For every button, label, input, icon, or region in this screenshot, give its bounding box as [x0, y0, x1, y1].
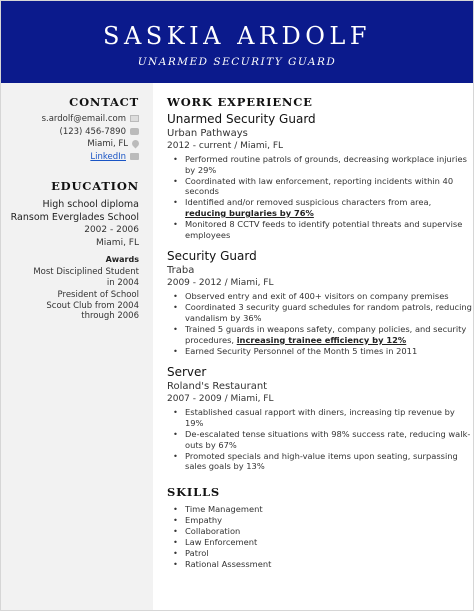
bullet-item: • Coordinated with law enforcement, reporting incidents within 40 seconds — [167, 176, 473, 197]
location-text: Miami, FL — [87, 139, 128, 149]
job-company: Urban Pathways — [167, 128, 248, 139]
job-title: Security Guard — [167, 249, 257, 264]
left-sidebar — [1, 83, 153, 610]
job-entry — [153, 112, 473, 240]
linkedin-icon — [130, 153, 139, 160]
phone-icon — [130, 128, 139, 135]
email-text: s.ardolf@email.com — [41, 114, 126, 124]
bullet-item: • Promoted specials and high-value items upon seating, surpassing sales goals by 13% — [167, 451, 473, 472]
job-meta: 2009 - 2012 / Miami, FL — [167, 278, 274, 289]
award-item: Most Disciplined Student in 2004 — [33, 267, 139, 288]
contact-phone — [1, 126, 153, 139]
education-dates: 2002 - 2006 — [84, 225, 139, 235]
skills-title: SKILLS — [167, 484, 220, 499]
job-bullets — [167, 407, 473, 472]
bullet-item — [167, 197, 473, 218]
skill-item: • Empathy — [167, 515, 473, 526]
bullet-item: • De-escalated tense situations with 98% success rate, reducing walk-outs by 67% — [167, 429, 473, 450]
awards-title: Awards — [105, 255, 139, 264]
job-meta: 2007 - 2009 / Miami, FL — [167, 394, 274, 405]
bullet-text: Identified and/or removed suspicious characters from area, — [185, 197, 432, 208]
main-column — [153, 83, 473, 610]
job-company: Traba — [167, 265, 195, 277]
skill-item: • Collaboration — [167, 526, 473, 537]
job-company: Roland's Restaurant — [167, 381, 268, 393]
education-title: EDUCATION — [51, 179, 139, 193]
education-location: Miami, FL — [96, 237, 139, 248]
bullet-highlight: increasing trainee efficiency by 12% — [236, 334, 407, 345]
linkedin-link[interactable]: LinkedIn — [90, 151, 126, 162]
skill-item: • Rational Assessment — [167, 559, 473, 570]
candidate-role: UNARMED SECURITY GUARD — [137, 56, 337, 68]
contact-location — [1, 138, 153, 151]
bullet-item: • Coordinated 3 security guard schedules for random patrols, reducing vandalism by 36% — [167, 302, 473, 323]
phone-text: (123) 456-7890 — [59, 126, 126, 137]
job-entry — [153, 365, 473, 472]
job-bullets — [167, 154, 473, 240]
location-pin-icon — [131, 139, 141, 149]
bullet-item: • Observed entry and exit of 400+ visitors on company premises — [167, 291, 473, 302]
bullet-item: • Performed routine patrols of grounds, decreasing workplace injuries by 29% — [167, 154, 473, 175]
job-entry — [153, 249, 473, 356]
contact-email — [1, 113, 153, 126]
skills-list — [153, 504, 473, 570]
skill-item: • Law Enforcement — [167, 537, 473, 548]
bullet-item: • Established casual rapport with diners, increasing tip revenue by 19% — [167, 407, 473, 428]
bullet-highlight: reducing burglaries by 76% — [185, 207, 314, 218]
bullet-item: • Earned Security Personnel of the Month 5 times in 2011 — [167, 346, 473, 357]
contact-title: CONTACT — [69, 95, 139, 109]
education-degree: High school diploma — [42, 199, 139, 210]
job-meta: 2012 - current / Miami, FL — [167, 141, 284, 151]
award-item: President of School Scout Club from 2004 through 2006 — [46, 290, 139, 321]
job-title: Unarmed Security Guard — [167, 112, 316, 126]
mail-icon — [130, 115, 139, 122]
contact-linkedin — [1, 151, 153, 164]
job-bullets — [167, 291, 473, 356]
education-school: Ransom Everglades School — [10, 212, 139, 223]
bullet-item: • Monitored 8 CCTV feeds to identify potential threats and supervise employees — [167, 219, 473, 240]
bullet-text: Trained 5 guards in weapons safety, company policies, and security procedures, — [185, 324, 467, 345]
education-section — [1, 198, 153, 322]
skill-item: • Time Management — [167, 504, 473, 515]
candidate-name: SASKIA ARDOLF — [103, 22, 371, 50]
work-experience-title: WORK EXPERIENCE — [167, 95, 313, 109]
job-title: Server — [167, 365, 207, 380]
bullet-item — [167, 324, 473, 345]
resume-header — [1, 1, 473, 83]
contact-section — [1, 113, 153, 163]
skill-item: • Patrol — [167, 548, 473, 559]
